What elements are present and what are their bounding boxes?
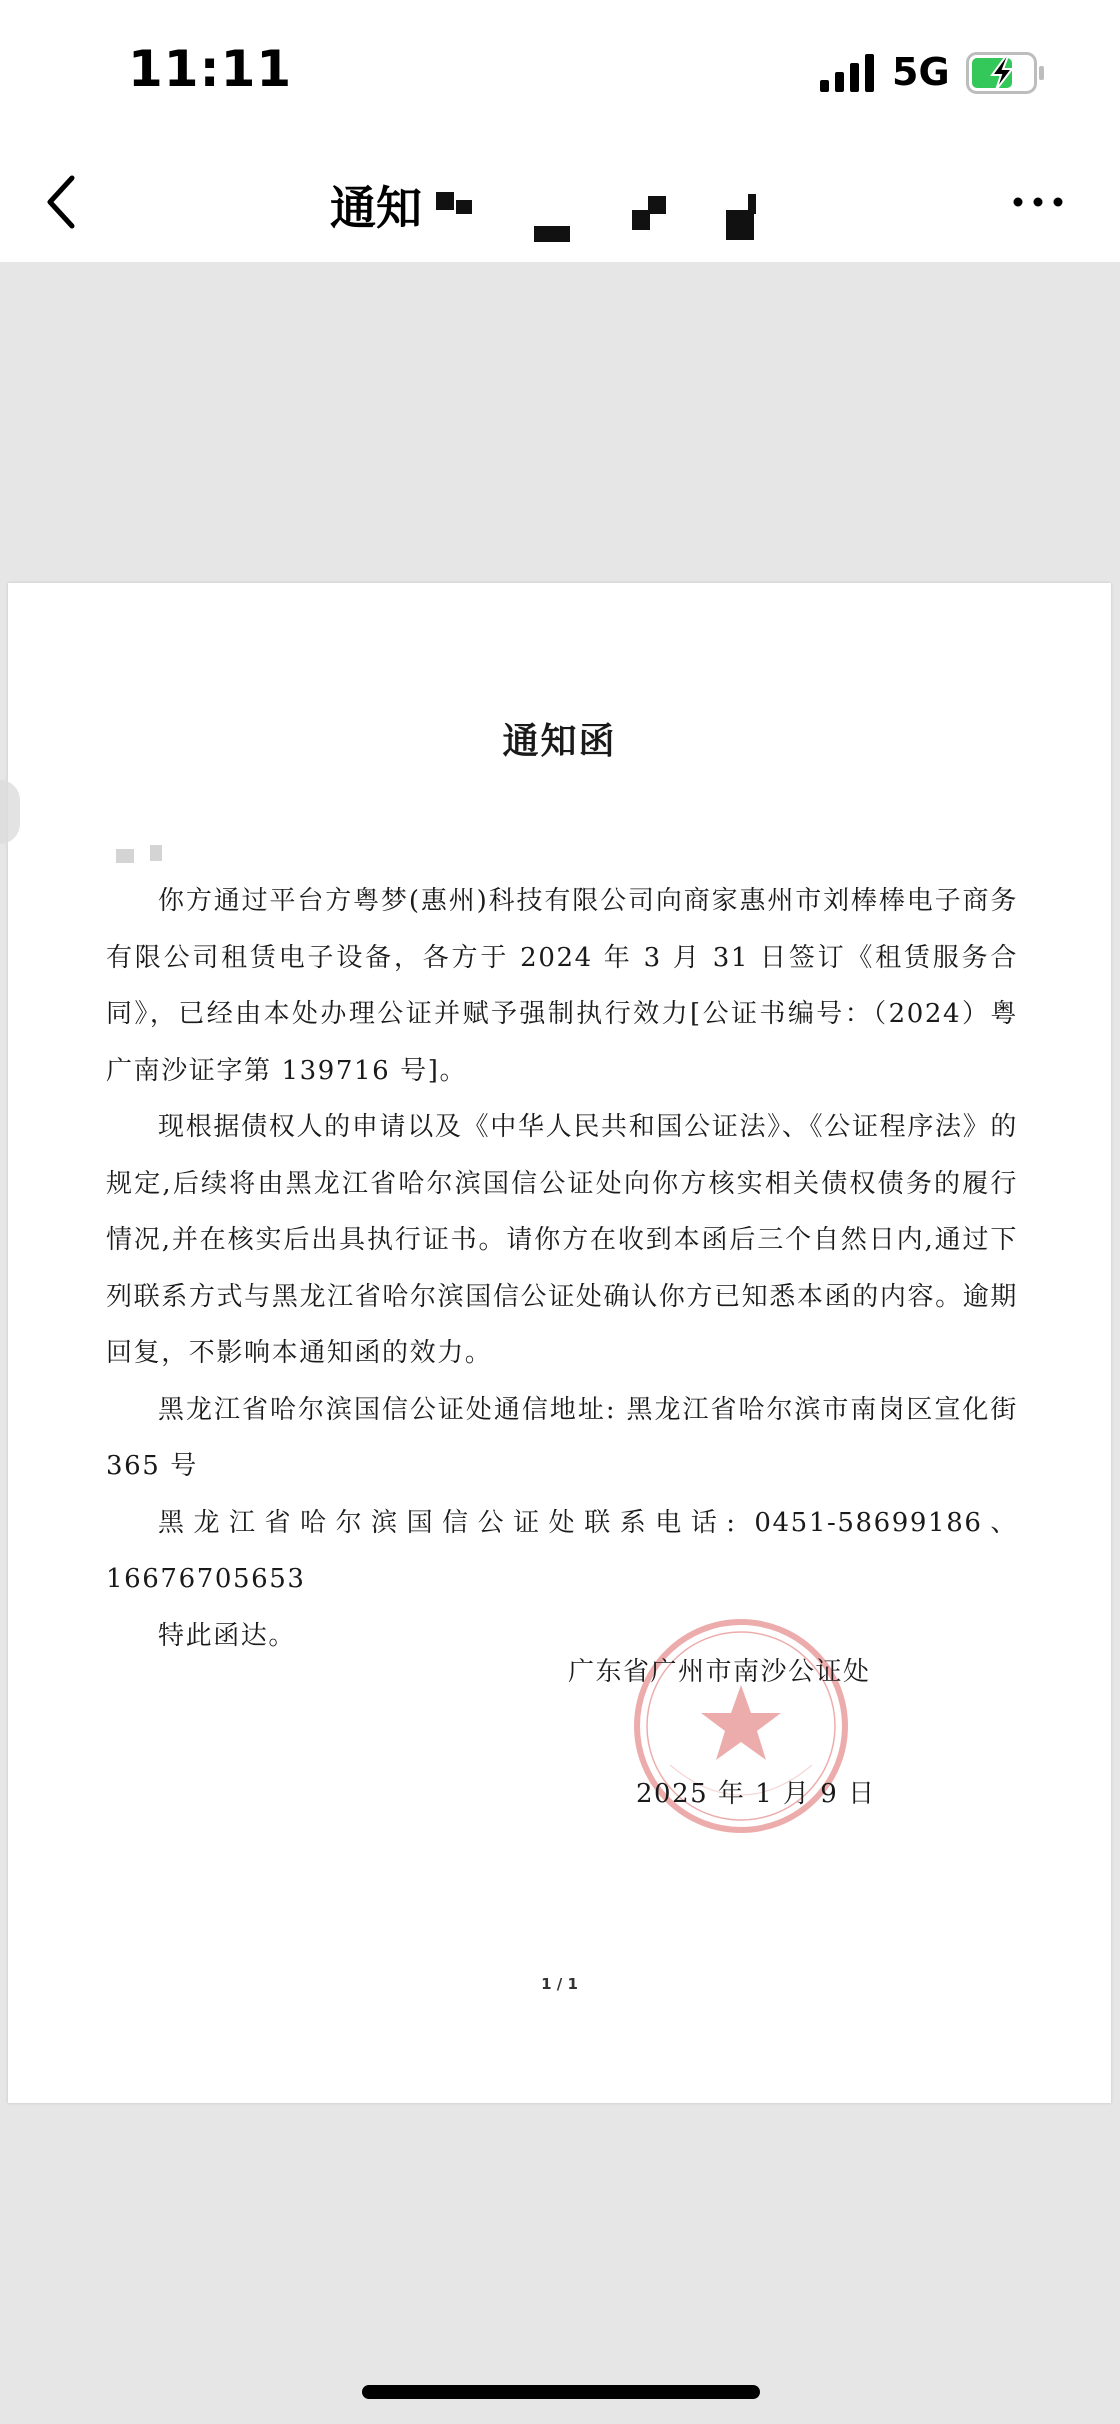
document-date: 2025 年 1 月 9 日 [636, 1779, 876, 1809]
document-signature: 广东省广州市南沙公证处 [568, 1657, 871, 1687]
battery-charging-icon [966, 52, 1046, 94]
network-label: 5G [892, 50, 950, 94]
redacted-block [436, 192, 454, 210]
body-paragraph: 黑龙江省哈尔滨国信公证处通信地址: 黑龙江省哈尔滨市南岗区宣化街 365 号 [106, 1394, 1018, 1481]
nav-title: 通知 [330, 181, 422, 235]
body-paragraph: 特此函达。 [158, 1620, 297, 1651]
status-time: 11:11 [128, 40, 293, 98]
body-paragraph: 你方通过平台方粤梦(惠州)科技有限公司向商家惠州市刘棒棒电子商务有限公司租赁电子设备，各方于 2024 年 3 月 31 日签订《租赁服务合同》，已经由本处办理公证并赋予强制执行效力[公证书编号：（2024）粤广南沙证字第 139716 号]。 [106, 886, 1018, 1086]
more-horizontal-icon[interactable] [1010, 190, 1066, 214]
redacted-block [456, 200, 472, 214]
redacted-block [748, 194, 756, 214]
document-page [8, 583, 1111, 2103]
body-paragraph: 现根据债权人的申请以及《中华人民共和国公证法》、《公证程序法》的规定,后续将由黑龙江省哈尔滨国信公证处向你方核实相关债权债务的履行情况,并在核实后出具执行证书。请你方在收到本函后三个自然日内,通过下列联系方式与黑龙江省哈尔滨国信公证处确认你方已知悉本函的内容。逾期回复，不影响本通知函的效力。 [106, 1112, 1018, 1368]
body-paragraph: 黑龙江省哈尔滨国信公证处联系电话: 0451-58699186、16676705653 [106, 1507, 1018, 1594]
redacted-block [534, 226, 570, 242]
document-body [106, 873, 1018, 1664]
side-drawer-handle[interactable] [0, 780, 20, 844]
document-title: 通知函 [502, 720, 617, 762]
nav-title-area [330, 168, 810, 238]
redacted-block [726, 210, 754, 240]
nav-bar [0, 150, 1120, 262]
signal-icon [818, 52, 878, 92]
status-bar [0, 0, 1120, 150]
home-indicator[interactable] [362, 2385, 760, 2399]
redacted-block [648, 196, 666, 214]
page-indicator: 1 / 1 [541, 1975, 578, 1993]
redacted-recipient [116, 845, 176, 865]
chevron-left-icon[interactable] [40, 170, 84, 234]
